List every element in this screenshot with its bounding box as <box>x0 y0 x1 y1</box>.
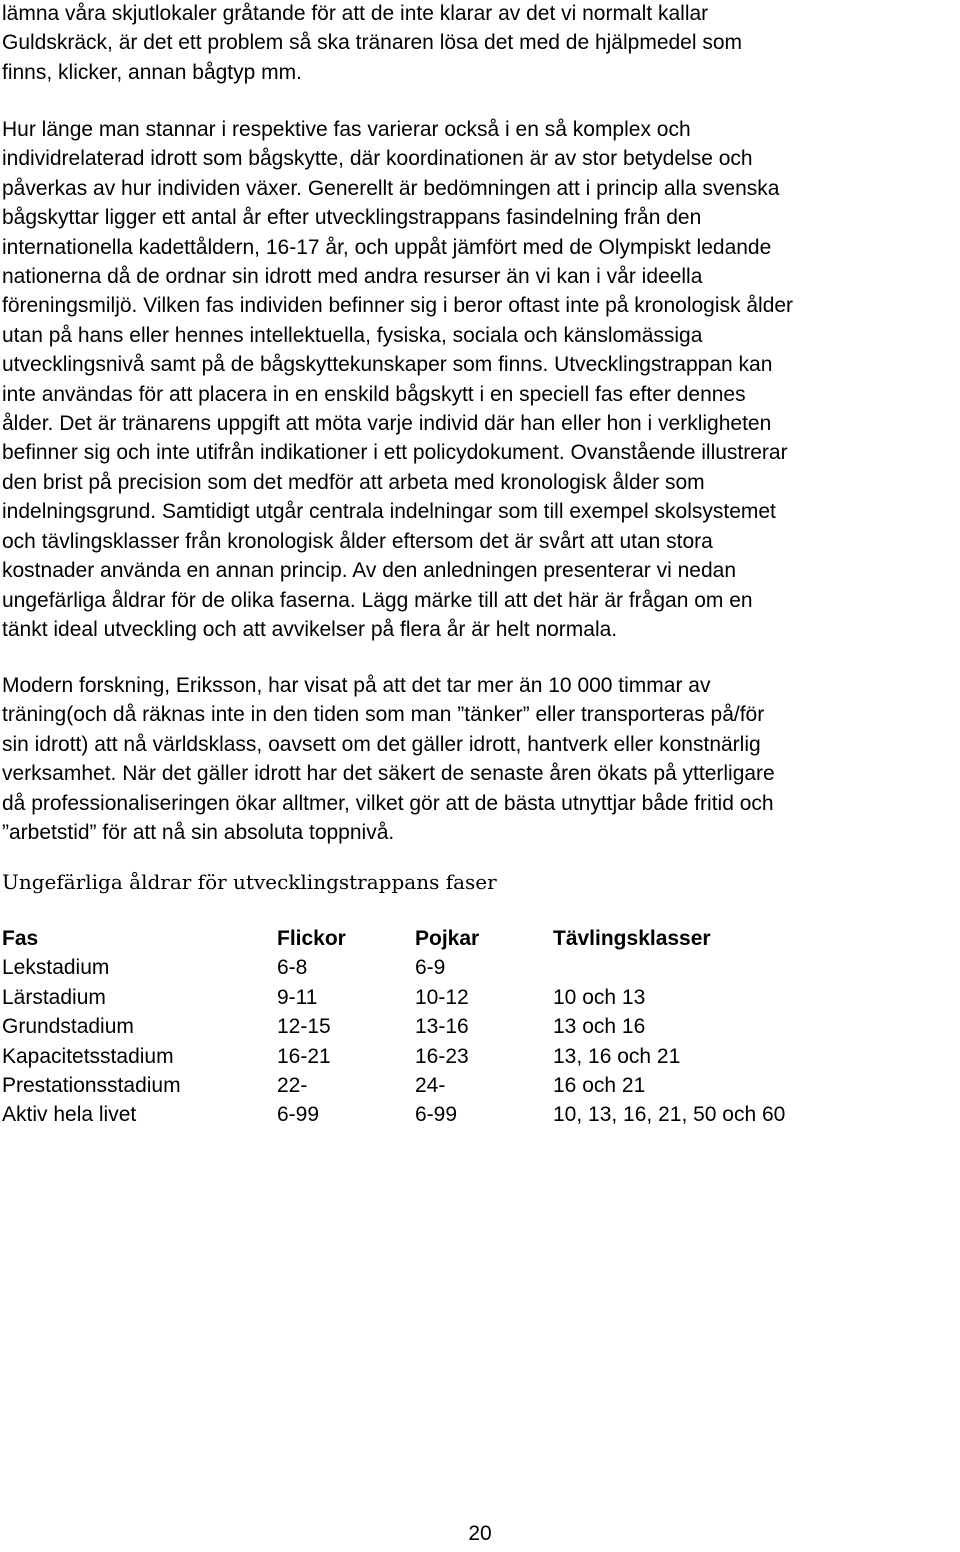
cell-girls-age: 16-21 <box>277 1044 331 1068</box>
table-row <box>2 983 953 1012</box>
cell-competition-classes: 10 och 13 <box>553 985 646 1009</box>
cell-competition-classes <box>553 953 953 982</box>
table-header-row <box>2 924 953 953</box>
body-paragraph-3: Modern forskning, Eriksson, har visat på att det tar mer än 10 000 timmar av träning(och då räknas inte in den tiden som man ”tänker” eller transporteras på/för sin idrott) att nå världsklass, oavsett om det gäller idrott, hantverk eller konstnärlig verksamhet. När det gäller idrott har det säkert de senaste åren ökats på ytterligare då professionaliseringen ökar alltmer, vilket gör att de bästa utnyttjar både fritid och ”arbetstid” för att nå sin absoluta toppnivå. <box>2 674 775 845</box>
table-row <box>2 1012 953 1041</box>
cell-boys-age: 6-9 <box>415 956 446 980</box>
cell-girls-age: 6-99 <box>277 1103 320 1127</box>
cell-phase: Lärstadium <box>2 985 106 1009</box>
cell-girls-age: 9-11 <box>277 985 318 1009</box>
table-row <box>2 953 953 982</box>
cell-girls-age: 6-8 <box>277 956 308 980</box>
cell-girls-age: 22- <box>277 1074 308 1098</box>
section-heading: Ungefärliga åldrar för utvecklingstrappans faser <box>2 870 497 894</box>
cell-phase: Prestationsstadium <box>2 1074 181 1098</box>
cell-competition-classes: 13 och 16 <box>553 1015 646 1039</box>
page-number: 20 <box>468 1522 492 1545</box>
column-header-tavlingsklasser: Tävlingsklasser <box>553 927 711 950</box>
cell-phase: Aktiv hela livet <box>2 1103 137 1127</box>
cell-boys-age: 6-99 <box>415 1103 458 1127</box>
cell-phase: Grundstadium <box>2 1015 134 1039</box>
cell-competition-classes: 13, 16 och 21 <box>553 1044 681 1068</box>
phase-age-table <box>2 924 953 1130</box>
table-row <box>2 1071 953 1100</box>
cell-boys-age: 13-16 <box>415 1015 469 1039</box>
table-row <box>2 1100 953 1129</box>
column-header-flickor: Flickor <box>277 927 346 950</box>
body-paragraph-1: lämna våra skjutlokaler gråtande för att de inte klarar av det vi normalt kallar Guldskräck, är det ett problem så ska tränaren lösa det med de hjälpmedel som finns, klicker, annan bågtyp mm. <box>2 2 743 84</box>
cell-boys-age: 16-23 <box>415 1044 469 1068</box>
cell-competition-classes: 10, 13, 16, 21, 50 och 60 <box>553 1103 786 1127</box>
column-header-fas: Fas <box>2 927 39 950</box>
cell-boys-age: 24- <box>415 1074 446 1098</box>
cell-phase: Kapacitetsstadium <box>2 1044 174 1068</box>
cell-competition-classes: 16 och 21 <box>553 1074 646 1098</box>
cell-phase: Lekstadium <box>2 956 110 980</box>
table-row <box>2 1042 953 1071</box>
cell-girls-age: 12-15 <box>277 1015 331 1039</box>
cell-boys-age: 10-12 <box>415 985 469 1009</box>
body-paragraph-2: Hur länge man stannar i respektive fas varierar också i en så komplex och individrelaterad idrott som bågskytte, där koordinationen är av stor betydelse och påverkas av hur individen växer. Generellt är bedömningen att i princip alla svenska bågskyttar ligger ett antal år efter utvecklingstrappans fasindelning från den internationella kadettåldern, 16-17 år, och uppåt jämfört med de Olympiskt ledande nationerna då de ordnar sin idrott med andra resurser än vi kan i vår ideella föreningsmiljö. Vilken fas individen befinner sig i beror oftast inte på kronologisk ålder utan på hans eller hennes intellektuella, fysiska, sociala och känslomässiga utvecklingsnivå samt på de bågskyttekunskaper som finns. Utvecklingstrappan kan inte användas för att placera in en enskild bågskytt i en speciell fas efter dennes ålder. Det är tränarens uppgift att möta varje individ där han eller hon i verkligheten befinner sig och inte utifrån indikationer i ett policydokument. Ovanstående illustrerar den brist på precision som det medför att arbeta med kronologisk ålder som indelningsgrund. Samtidigt utgår centrala indelningar som till exempel skolsystemet och tävlingsklasser från kronologisk ålder eftersom det är svårt att utan stora kostnader använda en annan princip. Av den anledningen presenterar vi nedan ungefärliga åldrar för de olika faserna. Lägg märke till att det här är frågan om en tänkt ideal utveckling och att avvikelser på flera år är helt normala. <box>2 118 794 641</box>
column-header-pojkar: Pojkar <box>415 927 480 950</box>
